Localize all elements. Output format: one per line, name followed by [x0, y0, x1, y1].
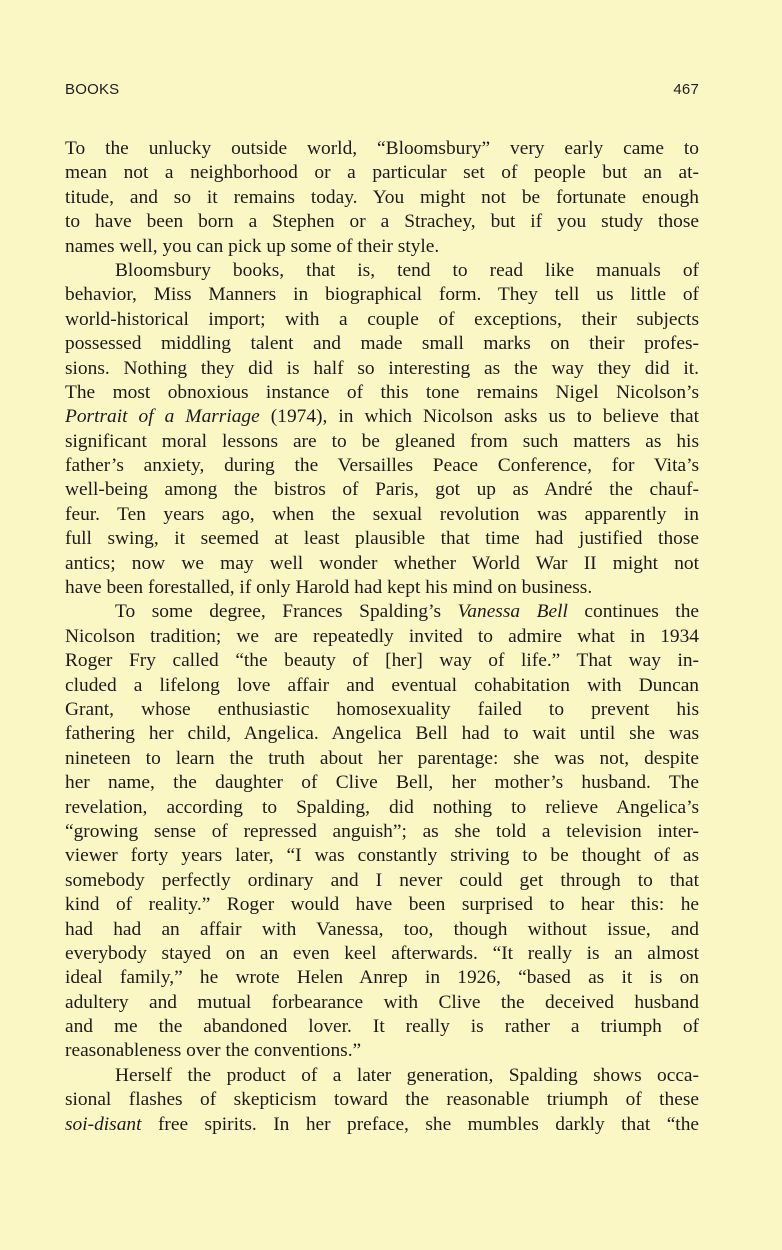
text-line: Nicolson tradition; we are repeatedly invited to admire what in 1934 — [65, 625, 699, 647]
text-line: father’s anxiety, during the Versailles Peace Conference, for Vita’s — [65, 455, 699, 477]
text-line: reasonableness over the conventions.” — [65, 1040, 362, 1062]
text-line: revelation, according to Spalding, did nothing to relieve Angelica’s — [65, 796, 699, 818]
text-line: cluded a lifelong love affair and eventual cohabitation with Duncan — [65, 674, 699, 696]
text-line: everybody stayed on an even keel afterwards. “It really is an almost — [65, 942, 699, 964]
text-line: full swing, it seemed at least plausible that time had justified those — [65, 528, 699, 550]
text-line: sional flashes of skepticism toward the reasonable triumph of these — [65, 1089, 699, 1111]
text-line: Portrait of a Marriage (1974), in which Nicolson asks us to believe that — [65, 406, 699, 428]
text-line: kind of reality.” Roger would have been surprised to hear this: he — [65, 894, 699, 916]
text-line: sions. Nothing they did is half so interesting as the way they did it. — [65, 357, 699, 379]
text-line: names well, you can pick up some of their style. — [65, 235, 440, 257]
text-line: To the unlucky outside world, “Bloomsbury” very early came to — [65, 138, 699, 159]
text-line: to have been born a Stephen or a Strachey, but if you study those — [65, 211, 699, 233]
text-line: soi-disant free spirits. In her preface, she mumbles darkly that “the — [65, 1113, 699, 1135]
text-line: ideal family,” he wrote Helen Anrep in 1926, “based as it is on — [65, 967, 699, 989]
text-line: Herself the product of a later generation, Spalding shows occa- — [115, 1064, 699, 1086]
text-line: Roger Fry called “the beauty of [her] way of life.” That way in- — [65, 650, 699, 672]
text-line: antics; now we may well wonder whether World War II might not — [65, 552, 699, 574]
italic-title: Portrait of a Marriage — [65, 406, 260, 428]
text-line: well-being among the bistros of Paris, got up as André the chauf- — [65, 479, 699, 501]
paragraph — [65, 259, 699, 600]
text-line: nineteen to learn the truth about her parentage: she was not, despite — [65, 747, 699, 769]
paragraph — [65, 600, 699, 1063]
text-line: significant moral lessons are to be gleaned from such matters as his — [65, 430, 699, 452]
italic-title: soi-disant — [65, 1113, 142, 1135]
text-line: world-historical import; with a couple of exceptions, their subjects — [65, 308, 699, 330]
section-title: BOOKS — [65, 81, 120, 98]
text-line: adultery and mutual forbearance with Clive the deceived husband — [65, 991, 699, 1013]
text-line: mean not a neighborhood or a particular set of people but an at- — [65, 162, 699, 184]
text-line: her name, the daughter of Clive Bell, her mother’s husband. The — [65, 772, 699, 794]
article-body — [65, 137, 699, 1137]
text-line: “growing sense of repressed anguish”; as she told a television inter- — [65, 820, 699, 842]
book-page — [65, 81, 699, 1137]
text-line: The most obnoxious instance of this tone remains Nigel Nicolson’s — [65, 381, 699, 403]
running-head — [65, 81, 699, 98]
text-line: viewer forty years later, “I was constantly striving to be thought of as — [65, 845, 699, 867]
text-line: Bloomsbury books, that is, tend to read like manuals of — [115, 259, 699, 281]
text-line: and me the abandoned lover. It really is rather a triumph of — [65, 1016, 699, 1038]
text-line: feur. Ten years ago, when the sexual revolution was apparently in — [65, 503, 699, 525]
text-line: had had an affair with Vanessa, too, though without issue, and — [65, 918, 699, 940]
text-line: To some degree, Frances Spalding’s Vanessa Bell continues the — [115, 601, 699, 623]
text-line: possessed middling talent and made small marks on their profes- — [65, 333, 699, 355]
paragraph — [65, 137, 699, 259]
italic-title: Vanessa Bell — [457, 601, 568, 623]
text-line: behavior, Miss Manners in biographical form. They tell us little of — [65, 284, 699, 306]
text-line: fathering her child, Angelica. Angelica Bell had to wait until she was — [65, 723, 699, 745]
text-line: Grant, whose enthusiastic homosexuality failed to prevent his — [65, 698, 699, 720]
paragraph — [65, 1064, 699, 1137]
text-line: titude, and so it remains today. You might not be fortunate enough — [65, 186, 699, 208]
page-number: 467 — [673, 81, 699, 98]
text-line: have been forestalled, if only Harold had kept his mind on business. — [65, 577, 593, 599]
text-line: somebody perfectly ordinary and I never could get through to that — [65, 869, 699, 891]
